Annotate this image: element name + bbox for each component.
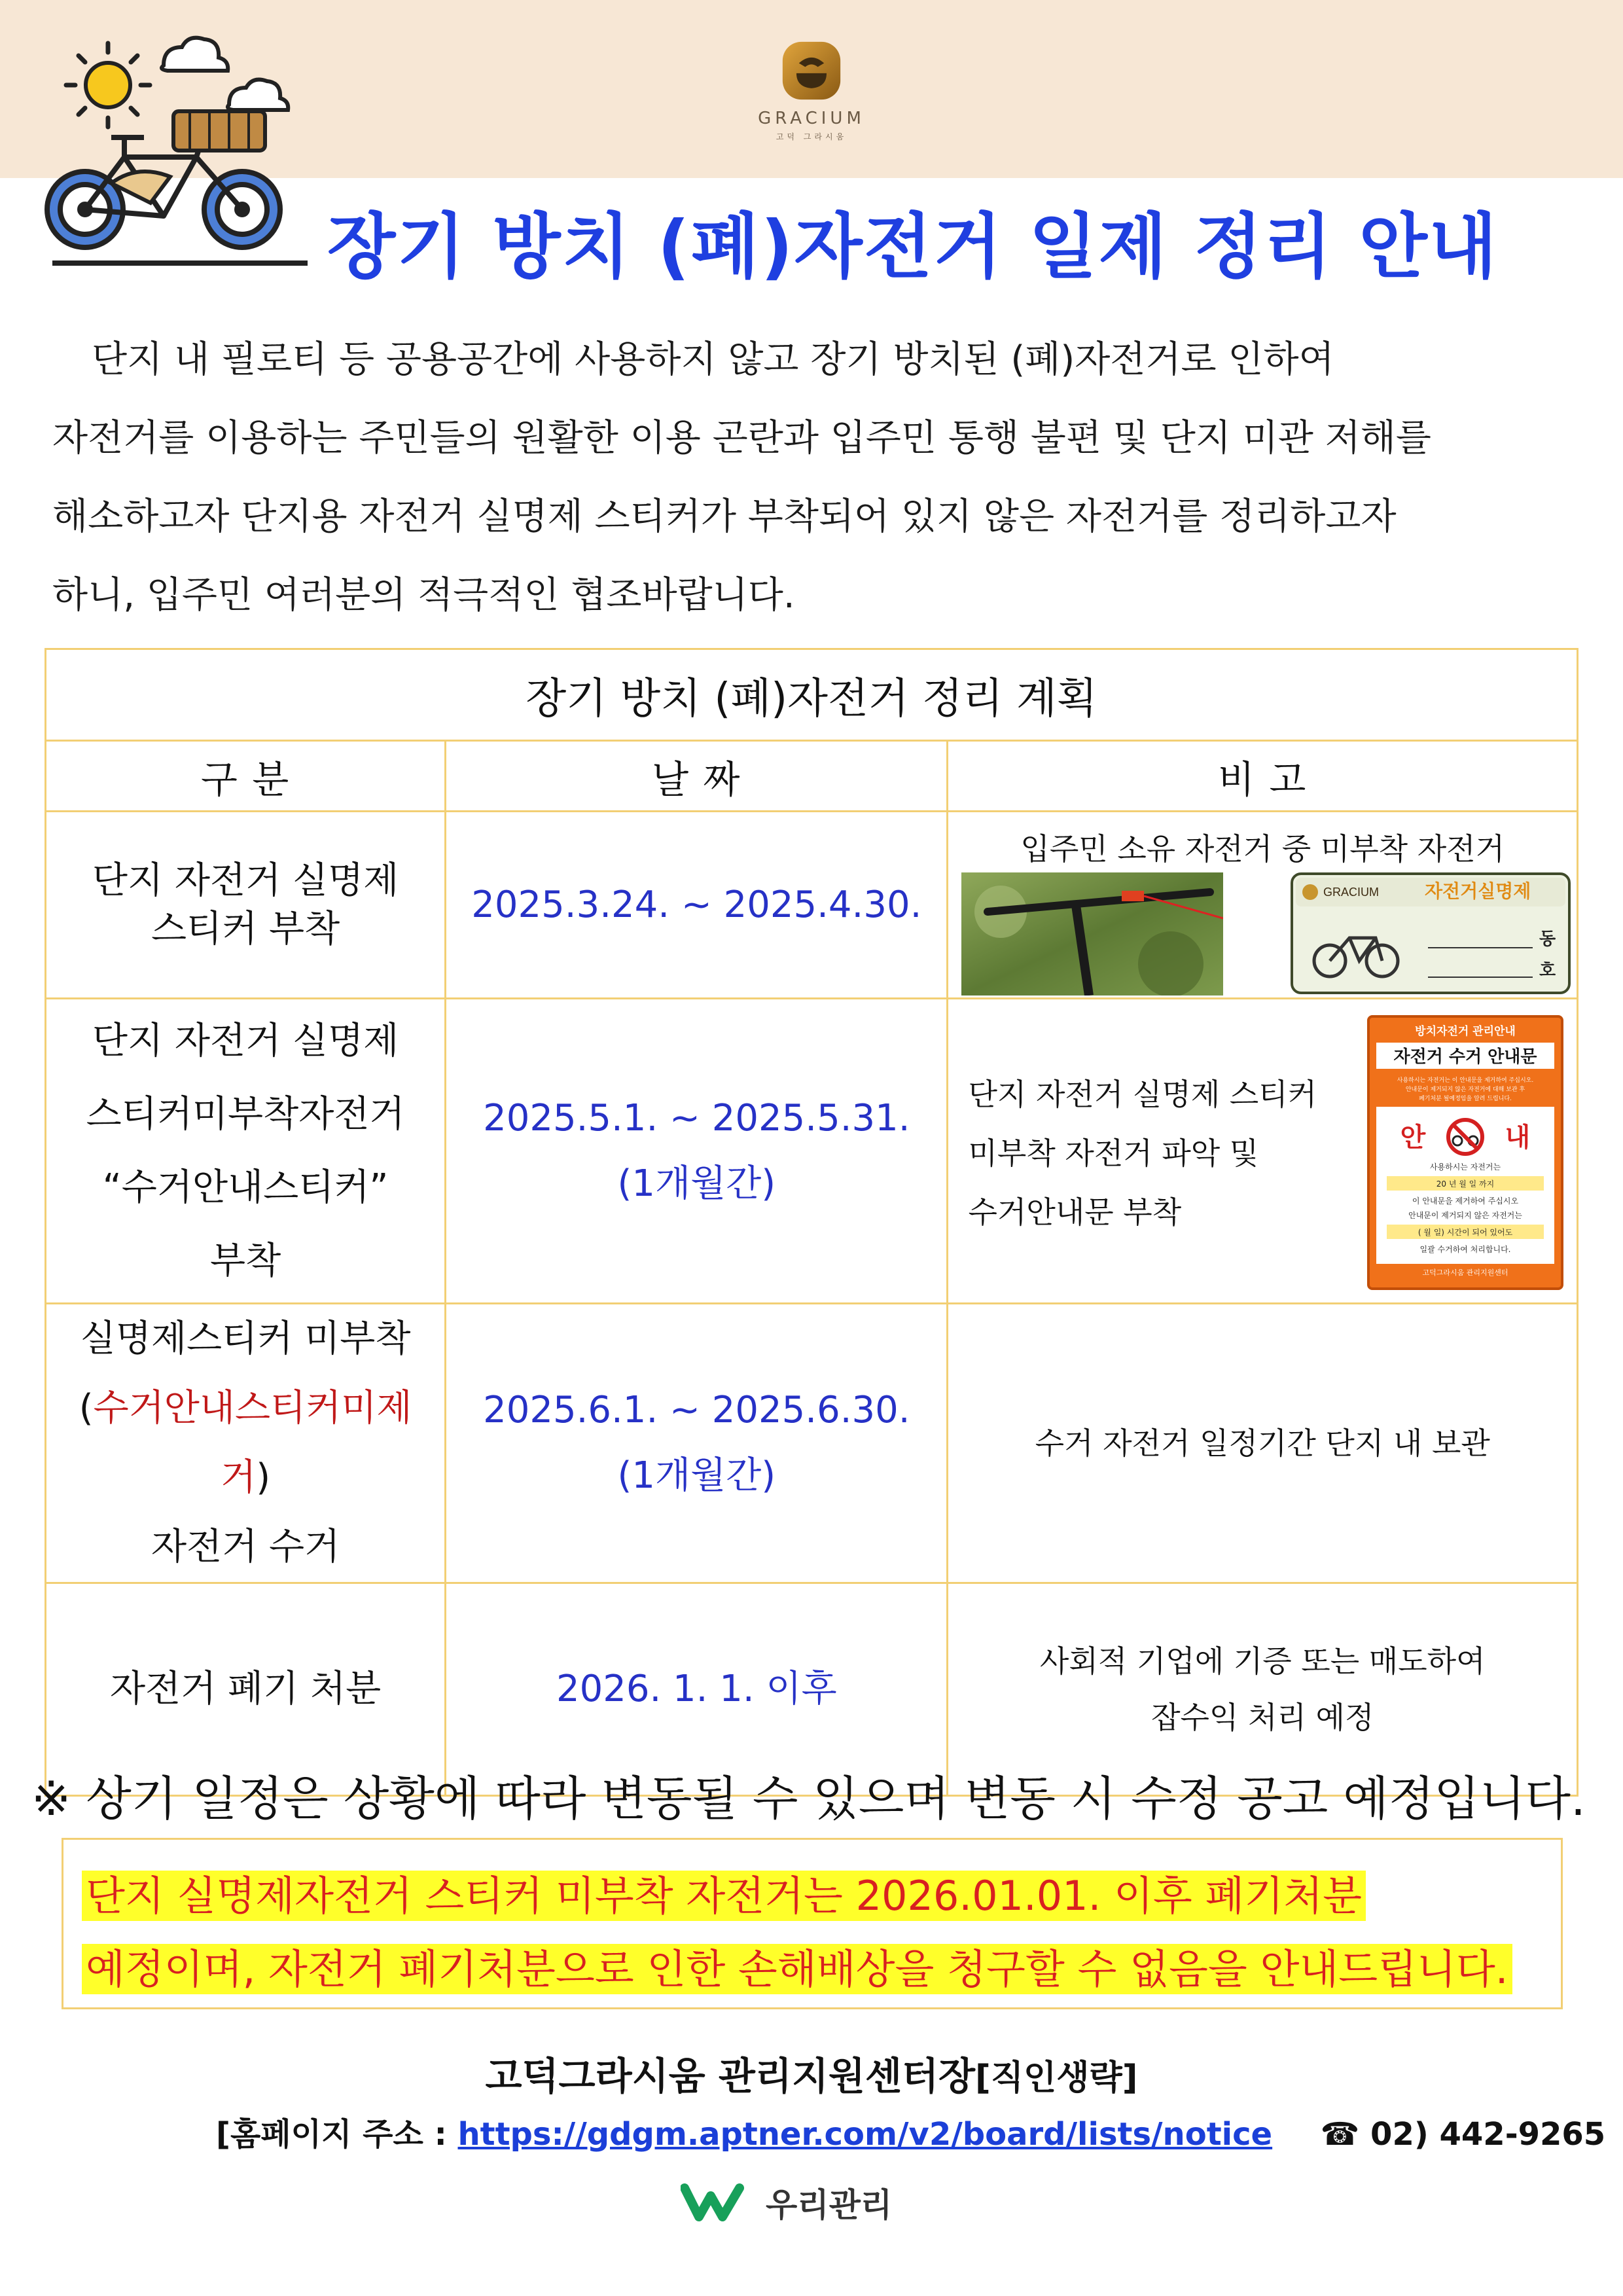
- notice-footer: 고덕그라시움 관리지원센터: [1422, 1268, 1508, 1277]
- intro-line: 단지 내 필로티 등 공용공간에 사용하지 않고 장기 방치된 (폐)자전거로 인하여: [92, 338, 1334, 381]
- notice-ban-right: 내: [1505, 1122, 1531, 1153]
- sticker-brand: GRACIUM: [1323, 886, 1380, 899]
- name-sticker-image: [1291, 872, 1571, 994]
- row-date: 2025.6.1. ~ 2025.6.30. (1개월간): [446, 1304, 948, 1583]
- signature: [0, 2045, 1623, 2100]
- table-row: [46, 999, 1578, 1304]
- table-row: [46, 812, 1578, 999]
- brand-name: 우리관리: [766, 2186, 893, 2224]
- notice-title: 자전거 수거 안내문: [1393, 1047, 1537, 1067]
- logo-name: GRACIUM: [758, 109, 865, 128]
- page-title: 장기 방치 (폐)자전거 일제 정리 안내: [327, 206, 1499, 288]
- bicycle-handlebar-photo: [961, 872, 1223, 996]
- sun-icon: [66, 43, 150, 127]
- warning-box: [62, 1838, 1563, 2009]
- header-remarks: 비 고: [948, 741, 1578, 812]
- notice-body: 안내문이 제거되지 않은 자전거에 대해 보관 후: [1406, 1086, 1525, 1093]
- intro-paragraph: [52, 321, 1597, 635]
- notice-message: 이 안내문을 제거하여 주십시오: [1412, 1196, 1519, 1206]
- red-note: 수거안내스티커미제거: [93, 1387, 412, 1499]
- intro-line: 하니, 입주민 여러분의 적극적인 협조바랍니다.: [52, 574, 795, 617]
- wooriguanri-logo-icon: [681, 2183, 753, 2222]
- row-remarks: 사회적 기업에 기증 또는 매도하여 잡수익 처리 예정: [948, 1583, 1578, 1796]
- homepage-label: [홈페이지 주소 :: [216, 2116, 458, 2153]
- row-remarks: [948, 999, 1578, 1304]
- phone-number: ☎ 02) 442-9265: [1320, 2116, 1606, 2153]
- notice-top: 방치자전거 관리안내: [1415, 1025, 1516, 1038]
- notice-message: 20 년 월 일 까지: [1436, 1179, 1495, 1189]
- bicycle-icon: [33, 20, 314, 268]
- schedule-footnote: ※ 상기 일정은 상황에 따라 변동될 수 있으며 변동 시 수정 공고 예정입니다.: [31, 1771, 1586, 1826]
- row-category: 단지 자전거 실명제 스티커 부착: [46, 812, 446, 999]
- contact-line: [216, 2109, 1605, 2154]
- row-category: 실명제스티커 미부착 (수거안내스티커미제거) 자전거 수거: [46, 1304, 446, 1583]
- collection-notice-image: [1367, 1015, 1563, 1290]
- notice-body: 폐기처분 될예정임을 알려 드립니다.: [1419, 1096, 1512, 1102]
- wooriguanri-logo: [681, 2179, 892, 2225]
- row-date: 2025.3.24. ~ 2025.4.30.: [446, 812, 948, 999]
- header-date: 날 짜: [446, 741, 948, 812]
- row-category: 자전거 폐기 처분: [46, 1583, 446, 1796]
- plan-caption: 장기 방치 (폐)자전거 정리 계획: [46, 649, 1578, 741]
- gracium-logo: [740, 39, 883, 142]
- row-remarks: [948, 812, 1578, 999]
- signature-seal: [직인생략]: [975, 2058, 1138, 2098]
- plan-table: [45, 648, 1578, 1797]
- notice-body: 사용하시는 자전거는 이 안내문을 제거하여 주십시오.: [1397, 1077, 1534, 1084]
- remarks-text: 단지 자전거 실명제 스티커 미부착 자전거 파악 및 수거안내문 부착: [968, 1077, 1317, 1230]
- notice-message: 안내문이 제거되지 않은 자전거는: [1408, 1211, 1523, 1220]
- table-row: [46, 1304, 1578, 1583]
- notice-message: ( 월 일) 시간이 되어 있어도: [1418, 1228, 1513, 1237]
- signature-name: 고덕그라시움 관리지원센터장: [485, 2054, 976, 2098]
- gracium-logo-icon: [780, 39, 843, 102]
- cloud-icon: [162, 38, 288, 110]
- notice-message: 사용하시는 자전거는: [1430, 1162, 1501, 1172]
- warning-line: 단지 실명제자전거 스티커 미부착 자전거는 2026.01.01. 이후 폐기처분: [82, 1863, 1366, 1922]
- homepage-link[interactable]: https://gdgm.aptner.com/v2/board/lists/notice: [457, 2116, 1273, 2153]
- header-category: 구 분: [46, 741, 446, 812]
- sticker-title: 자전거실명제: [1425, 880, 1531, 902]
- sticker-dong: 동: [1539, 929, 1556, 949]
- intro-line: 자전거를 이용하는 주민들의 원활한 이용 곤란과 입주민 통행 불편 및 단지 미관 저해를: [52, 417, 1431, 459]
- warning-line: 예정이며, 자전거 폐기처분으로 인한 손해배상을 청구할 수 없음을 안내드립니다.: [82, 1937, 1512, 1995]
- row-category: 단지 자전거 실명제 스티커미부착자전거 “수거안내스티커” 부착: [46, 999, 446, 1304]
- logo-subtitle: 고덕 그라시움: [776, 132, 847, 141]
- notice-message: 일괄 수거하여 처리합니다.: [1419, 1245, 1511, 1254]
- sticker-ho: 호: [1539, 961, 1556, 980]
- row-date: 2026. 1. 1. 이후: [446, 1583, 948, 1796]
- row-date: 2025.5.1. ~ 2025.5.31. (1개월간): [446, 999, 948, 1304]
- notice-ban-left: 안: [1400, 1122, 1426, 1153]
- remarks-caption: 입주민 소유 자전거 중 미부착 자전거: [1020, 831, 1505, 867]
- no-bicycle-icon: [1448, 1120, 1482, 1154]
- intro-line: 해소하고자 단지용 자전거 실명제 스티커가 부착되어 있지 않은 자전거를 정리하고자: [52, 495, 1397, 538]
- row-remarks: 수거 자전거 일정기간 단지 내 보관: [948, 1304, 1578, 1583]
